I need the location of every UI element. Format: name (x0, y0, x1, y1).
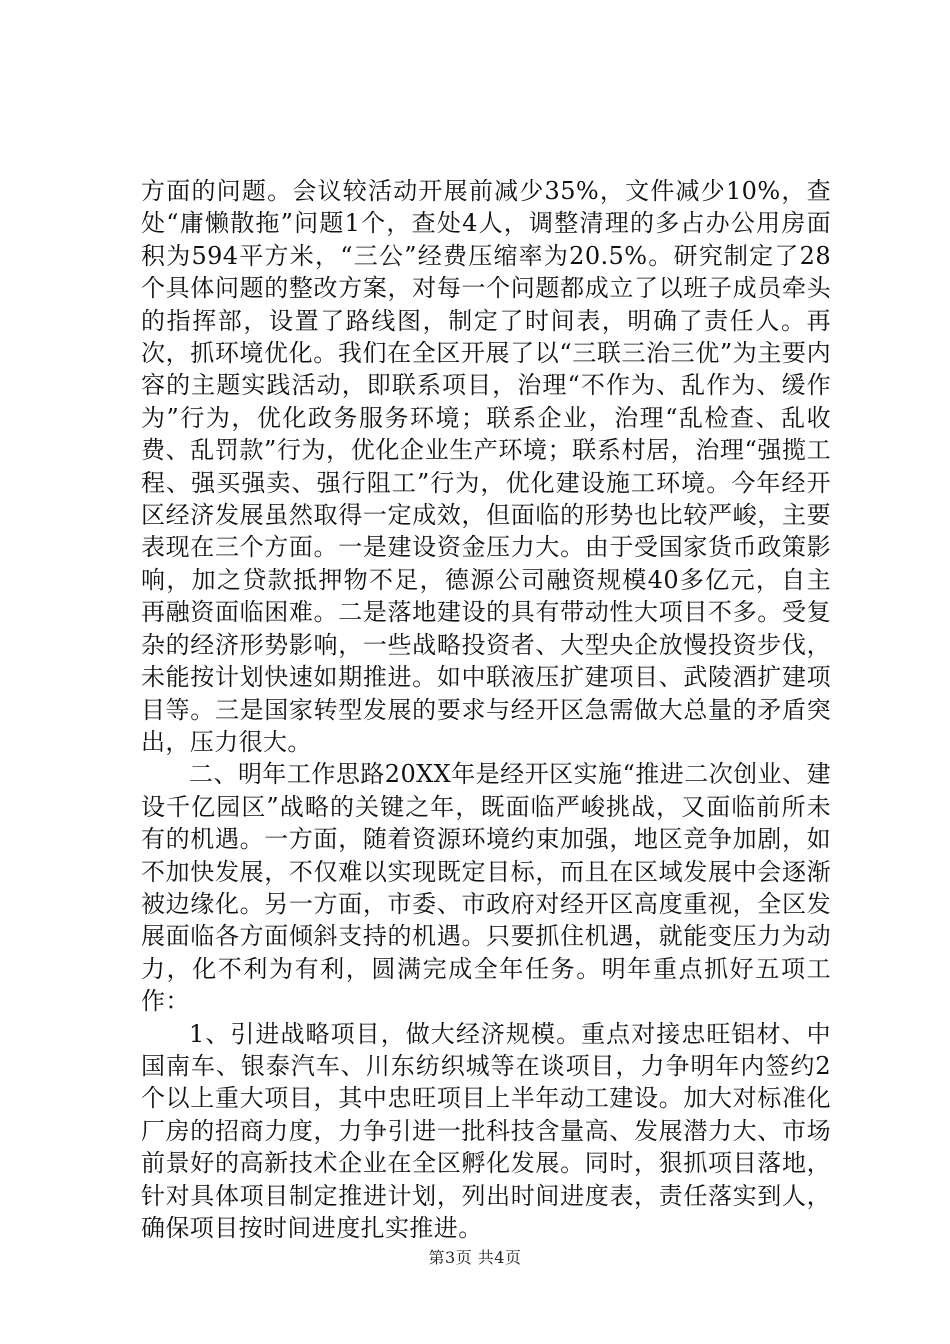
paragraph-continuation: 方面的问题。会议较活动开展前减少35%，文件减少10%，查处“庸懒散拖”问题1个，查处4人，调整清理的多占办公用房面积为594平方米，“三公”经费压缩率为20.5%。研究制定了28个具体问题的整改方案，对每一个问题都成立了以班子成员牵头的指挥部，设置了路线图，制定了时间表，明确了责任人。再次，抓环境优化。我们在全区开展了以“三联三治三优”为主要内容的主题实践活动，即联系项目，治理“不作为、乱作为、缓作为”行为，优化政务服务环境；联系企业，治理“乱检查、乱收费、乱罚款”行为，优化企业生产环境；联系村居，治理“强揽工程、强买强卖、强行阻工”行为，优化建设施工环境。今年经开区经济发展虽然取得一定成效，但面临的形势也比较严峻，主要表现在三个方面。一是建设资金压力大。由于受国家货币政策影响，加之贷款抵押物不足，德源公司融资规模40多亿元，自主再融资面临困难。二是落地建设的具有带动性大项目不多。受复杂的经济形势影响，一些战略投资者、大型央企放慢投资步伐，未能按计划快速如期推进。如中联液压扩建项目、武陵酒扩建项目等。三是国家转型发展的要求与经开区急需做大总量的矛盾突出，压力很大。 (141, 177, 831, 756)
page-number-footer: 第3页 共4页 (428, 1248, 522, 1267)
paragraph-item-1: 1、引进战略项目，做大经济规模。重点对接忠旺铝材、中国南车、银泰汽车、川东纺织城等在谈项目，力争明年内签约2个以上重大项目，其中忠旺项目上半年动工建设。加大对标准化厂房的招商力度，力争引进一批科技含量高、发展潜力大、市场前景好的高新技术企业在全区孵化发展。同时，狠抓项目落地，针对具体项目制定推进计划，列出时间进度表，责任落实到人，确保项目按时间进度扎实推进。 (141, 1019, 831, 1242)
paragraph-next-year-plan: 二、明年工作思路20XX年是经开区实施“推进二次创业、建设千亿园区”战略的关键之年，既面临严峻挑战，又面临前所未有的机遇。一方面，随着资源环境约束加强，地区竞争加剧，如不加快发展，不仅难以实现既定目标，而且在区域发展中会逐渐被边缘化。另一方面，市委、市政府对经开区高度重视，全区发展面临各方面倾斜支持的机遇。只要抓住机遇，就能变压力为动力，化不利为有利，圆满完成全年任务。明年重点抓好五项工作： (141, 760, 831, 1016)
document-body (141, 175, 831, 1244)
